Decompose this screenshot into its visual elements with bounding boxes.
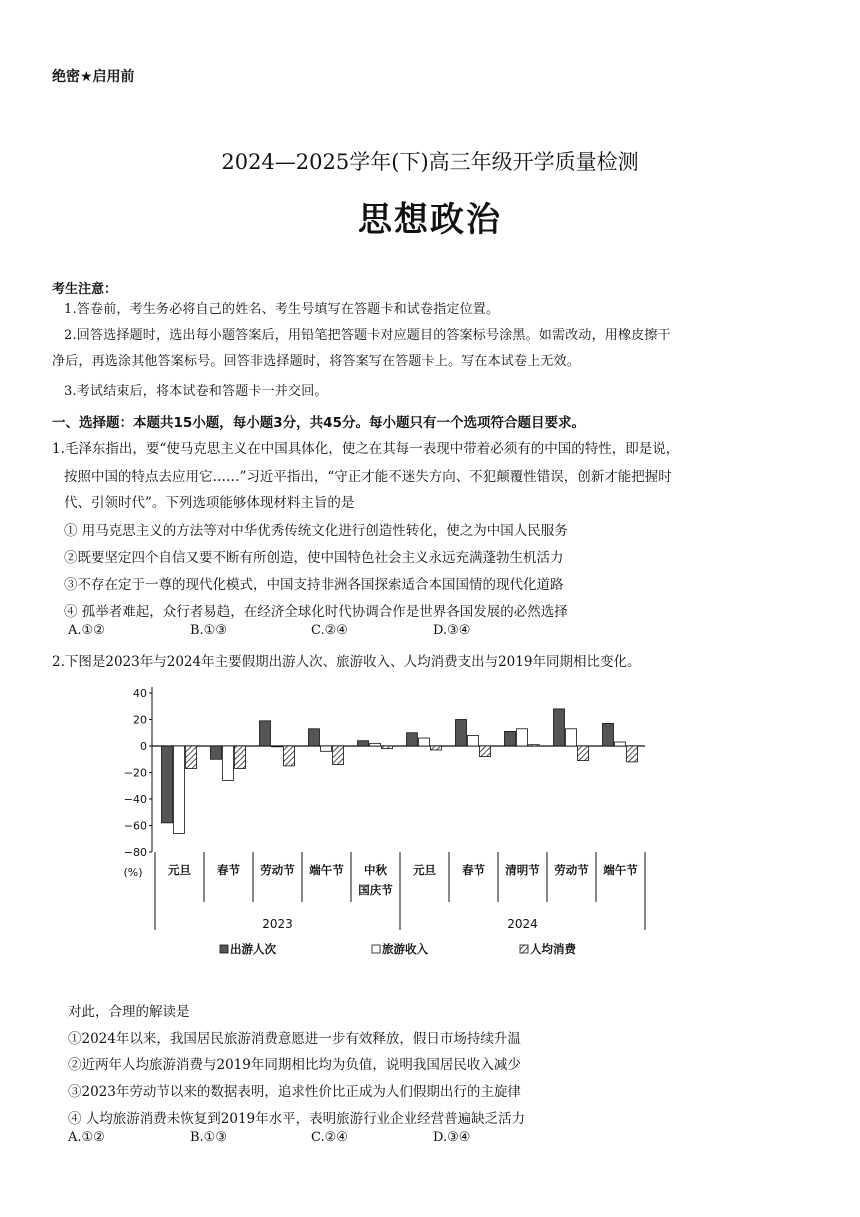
- legend-label: 旅游收入: [382, 942, 428, 956]
- bar-人均消费: [578, 746, 589, 761]
- bar-人均消费: [186, 746, 197, 769]
- notice-item: 净后，再选涂其他答案标号。回答非选择题时，将答案写在答题卡上。写在本试卷上无效。: [52, 354, 581, 369]
- legend-label: 人均消费: [530, 942, 576, 956]
- y-tick-label: 20: [133, 713, 147, 727]
- category-label: 元旦: [413, 863, 436, 877]
- category-label: 春节: [217, 863, 240, 877]
- bar-出游人次: [309, 729, 320, 746]
- category-label: 端午节: [309, 863, 344, 877]
- bar-出游人次: [260, 721, 271, 746]
- y-tick-label: −40: [123, 793, 147, 806]
- bar-旅游收入: [321, 746, 332, 751]
- category-label: 劳动节: [260, 863, 295, 877]
- subject-title: 思想政治: [358, 200, 502, 240]
- chart-axes: [149, 687, 645, 930]
- category-label: 国庆节: [358, 883, 393, 897]
- confidential-label: 绝密★启用前: [52, 69, 135, 85]
- question-1-line: 1.毛泽东指出，要“使马克思主义在中国具体化，使之在其每一表现中带着必须有的中国的特性，即是说，: [52, 441, 680, 457]
- notice-item: 3.考试结束后，将本试卷和答题卡一并交回。: [64, 384, 328, 399]
- group-label: 2024: [507, 917, 538, 931]
- tourism-bar-chart: [110, 680, 670, 960]
- category-label: 元旦: [168, 863, 191, 877]
- question-2-option: ③2023年劳动节以来的数据表明，追求性价比正成为人们假期出行的主旋律: [68, 1084, 521, 1100]
- bar-旅游收入: [272, 746, 283, 747]
- bar-出游人次: [603, 723, 614, 746]
- question-1-line: 代、引领时代”。下列选项能够体现材料主旨的是: [64, 495, 355, 511]
- bar-旅游收入: [615, 742, 626, 746]
- bar-人均消费: [480, 746, 491, 757]
- section-heading: 一、选择题：本题共15小题，每小题3分，共45分。每小题只有一个选项符合题目要求。: [52, 415, 585, 431]
- y-tick-label: 0: [140, 740, 147, 753]
- y-tick-label: −60: [123, 819, 147, 833]
- bar-出游人次: [358, 741, 369, 746]
- question-1-answer-c: C.②④: [311, 623, 348, 638]
- question-1-option: ① 用马克思主义的方法等对中华优秀传统文化进行创造性转化，使之为中国人民服务: [64, 523, 568, 539]
- question-2-option: ④ 人均旅游消费未恢复到2019年水平，表明旅游行业企业经营普遍缺乏活力: [68, 1111, 526, 1127]
- question-2-followup: 对此，合理的解读是: [68, 1004, 190, 1020]
- legend-swatch: [220, 945, 228, 953]
- y-tick-label: 40: [133, 687, 147, 700]
- bar-旅游收入: [468, 735, 479, 746]
- category-label: 劳动节: [554, 863, 589, 877]
- question-1-answer-a: A.①②: [68, 623, 105, 638]
- notice-heading: 考生注意：: [52, 282, 118, 297]
- question-1-option: ③不存在定于一尊的现代化模式，中国支持非洲各国探索适合本国国情的现代化道路: [64, 577, 564, 593]
- question-1-line: 按照中国的特点去应用它……”习近平指出，“守正才能不迷失方向、不犯颠覆性错误，创新才能把握时: [64, 469, 672, 485]
- bar-人均消费: [235, 746, 246, 769]
- question-2-answer-d: D.③④: [433, 1130, 471, 1145]
- bar-人均消费: [431, 746, 442, 750]
- bar-出游人次: [554, 709, 565, 746]
- bar-旅游收入: [370, 743, 381, 746]
- y-axis-unit: (%): [123, 866, 143, 879]
- bar-人均消费: [284, 746, 295, 766]
- group-label: 2023: [262, 917, 293, 931]
- question-1-option: ④ 孤举者难起，众行者易趋，在经济全球化时代协调合作是世界各国发展的必然选择: [64, 604, 568, 620]
- bar-出游人次: [211, 746, 222, 759]
- question-1-option: ②既要坚定四个自信又要不断有所创造，使中国特色社会主义永远充满蓬勃生机活力: [64, 550, 564, 566]
- chart-legend: [220, 942, 576, 956]
- y-tick-label: −80: [123, 846, 147, 859]
- bar-出游人次: [162, 746, 173, 823]
- category-label: 中秋: [364, 863, 387, 877]
- bar-人均消费: [382, 746, 393, 749]
- bar-人均消费: [627, 746, 638, 762]
- bar-旅游收入: [174, 746, 185, 833]
- question-2-answer-b: B.①③: [190, 1130, 227, 1145]
- question-2-answer-c: C.②④: [311, 1130, 348, 1145]
- bar-旅游收入: [566, 729, 577, 746]
- question-2-option: ②近两年人均旅游消费与2019年同期相比均为负值，说明我国居民收入减少: [68, 1057, 521, 1073]
- bar-旅游收入: [419, 738, 430, 746]
- legend-swatch: [372, 945, 380, 953]
- question-1-answer-d: D.③④: [433, 623, 471, 638]
- category-label: 端午节: [603, 863, 638, 877]
- bar-人均消费: [333, 746, 344, 765]
- question-1-answer-b: B.①③: [190, 623, 227, 638]
- chart-bars: [162, 709, 638, 834]
- bar-旅游收入: [517, 729, 528, 746]
- notice-item: 2.回答选择题时，选出每小题答案后，用铅笔把答题卡对应题目的答案标号涂黑。如需改动，用橡皮擦干: [64, 328, 671, 343]
- category-label: 春节: [462, 863, 485, 877]
- category-label: 清明节: [505, 863, 540, 877]
- y-tick-label: −20: [123, 766, 147, 780]
- question-2-stem: 2.下图是2023年与2024年主要假期出游人次、旅游收入、人均消费支出与2019年同期相比变化。: [52, 654, 641, 670]
- bar-出游人次: [407, 733, 418, 746]
- bar-人均消费: [529, 745, 540, 746]
- bar-旅游收入: [223, 746, 234, 780]
- question-2-answer-a: A.①②: [68, 1130, 105, 1145]
- legend-label: 出游人次: [230, 942, 276, 956]
- notice-item: 1.答卷前，考生务必将自己的姓名、考生号填写在答题卡和试卷指定位置。: [64, 302, 500, 317]
- question-2-option: ①2024年以来，我国居民旅游消费意愿进一步有效释放，假日市场持续升温: [68, 1031, 521, 1047]
- legend-swatch: [520, 945, 528, 953]
- exam-title: 2024—2025学年(下)高三年级开学质量检测: [221, 150, 639, 174]
- bar-出游人次: [456, 720, 467, 747]
- bar-出游人次: [505, 731, 516, 746]
